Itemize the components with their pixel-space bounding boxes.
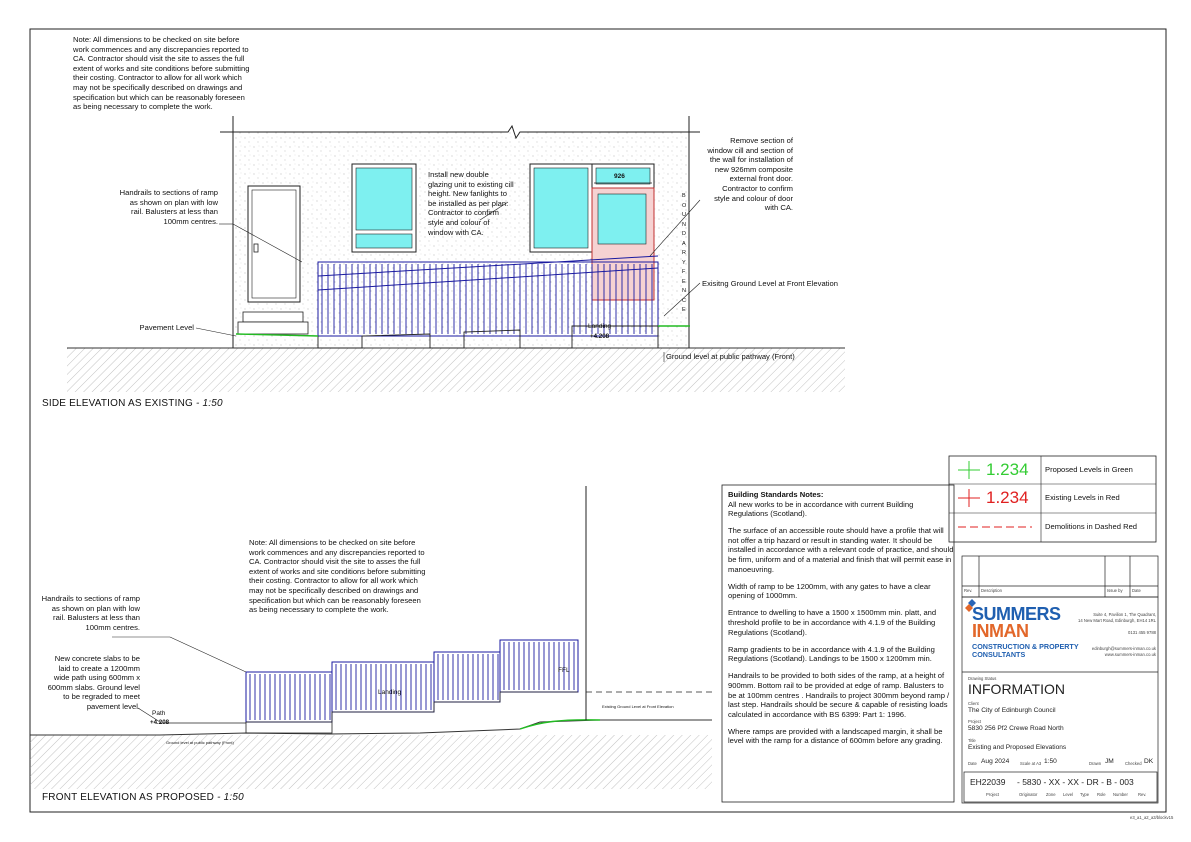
path-value: +4.208 <box>150 719 170 726</box>
building-standards-notes <box>728 490 954 754</box>
bsn-paragraph: Entrance to dwelling to have a 1500 x 1500mm min. platt, and threshold profile to be in accordance with 4.1.9 of the Building Regulations (Scotland). <box>728 608 937 637</box>
client-name: The City of Edinburgh Council <box>968 707 1056 714</box>
title-label: Title <box>968 738 976 743</box>
drawing-number-field: Number <box>1113 792 1128 797</box>
front-general-note: Note: All dimensions to be checked on site before work commences and any discrepancies reported to CA. Contractor should visit the site to asses the full extent of works and site conditions before submitting their costing. Contractor to allow for all work which may not be specifically described on drawings and specification but which can be reasonably foreseen as being necessary to complete the work. <box>249 538 426 615</box>
glazing-note: Install new double glazing unit to existing cill height. New fanlights to be installed as per plan. Contractor to confirm style and colour of window with CA. <box>428 170 514 237</box>
rev-header-description: Description <box>981 588 1002 593</box>
drawn-label: Drawn <box>1089 761 1102 766</box>
front-pathway-level-small: Ground level at public pathway (Front) <box>166 740 234 745</box>
drawing-number-field: Role <box>1097 792 1106 797</box>
bsn-paragraph: Where ramps are provided with a landscaped margin, it shall be level with the ramp for a distance of 600mm before any grading. <box>728 726 943 746</box>
legend-existing-label: Existing Levels in Red <box>1045 493 1120 502</box>
dimension-926: 926 <box>614 173 625 180</box>
checked-label: Checked <box>1125 761 1142 766</box>
side-elevation-title: SIDE ELEVATION AS EXISTING - 1:50 <box>42 398 223 409</box>
pavement-level-label: Pavement Level <box>139 323 194 332</box>
company-phone: 0131 455 9788 <box>1128 630 1156 635</box>
client-label: Client <box>968 701 979 706</box>
side-handrails-note: Handrails to sections of ramp as shown on plan with low rail. Balusters at less than 100mm centres. <box>119 188 218 226</box>
drawing-number: - 5830 - XX - XX - DR - B - 003 <box>1017 777 1134 787</box>
drawing-number-field: Project <box>986 792 1000 797</box>
date-value: Aug 2024 <box>981 758 1010 765</box>
path-label: Path <box>152 710 166 717</box>
project-name: 5830 256 Pf2 Crewe Road North <box>968 725 1064 732</box>
concrete-slabs-note: New concrete slabs to be laid to create a 1200mm wide path using 600mm x 600mm slabs. Ground level to be regraded to meet pavement level. <box>47 654 140 711</box>
front-handrails-note: Handrails to sections of ramp as shown on plan with low rail. Balusters at less than 100mm centres. <box>41 594 140 632</box>
front-ground-level-small: Existing Ground Level at Front Elevation <box>602 704 674 709</box>
existing-ground-level-label: Exisitng Ground Level at Front Elevation <box>702 279 838 288</box>
company-tagline-1: CONSTRUCTION & PROPERTY <box>972 642 1079 651</box>
project-number: EH22039 <box>970 777 1006 787</box>
drawing-title: Existing and Proposed Elevations <box>968 744 1067 751</box>
public-pathway-level-label: Ground level at public pathway (Front) <box>666 352 795 361</box>
front-elevation <box>30 486 712 789</box>
bsn-paragraph: All new works to be in accordance with current Building Regulations (Scotland). <box>728 499 914 519</box>
boundary-fence-label: BOUNDARY FENCE <box>682 193 687 313</box>
bsn-paragraph: Ramp gradients to be in accordance with 4.1.9 of the Building Regulations (Scotland). Landings to be 1500 x 1200mm min. <box>728 644 935 664</box>
scale-label: Scale at A3 <box>1020 761 1042 766</box>
front-elevation-title: FRONT ELEVATION AS PROPOSED - 1:50 <box>42 792 244 803</box>
rev-header-rev: Rev. <box>964 588 973 593</box>
drawing-status: INFORMATION <box>968 681 1065 697</box>
bsn-paragraph: Width of ramp to be 1200mm, with any gates to have a clear opening of 1000mm. <box>728 581 931 601</box>
bsn-paragraph: The surface of an accessible route should have a profile that will not offer a trip hazard or result in standing water. It should be installed in accordance with a relevant code of practice, and should be firm, uniform and of a material and finish that will permit ease in manoeuvring. <box>728 526 954 574</box>
date-label: Date <box>968 761 977 766</box>
scale-value: 1:50 <box>1044 758 1057 765</box>
side-landing-value: +4.208 <box>590 333 610 340</box>
building-standards-heading: Building Standards Notes: <box>728 490 824 499</box>
drawing-number-field: Zone <box>1046 792 1056 797</box>
legend-proposed-label: Proposed Levels in Green <box>1045 465 1133 474</box>
legend-existing-symbol: 1.234 <box>986 488 1029 507</box>
drawing-number-field: Rev. <box>1138 792 1147 797</box>
status-label: Drawing Status <box>968 676 997 681</box>
drawing-number-field: Level <box>1063 792 1074 797</box>
project-label: Project <box>968 719 982 724</box>
general-note-top: Note: All dimensions to be checked on site before work commences and any discrepancies reported to CA. Contractor should visit the site to asses the full extent of works and site conditions before submitting their costing. Contractor to allow for all work which may not be specifically described on drawings and specification but which can be reasonably foreseen as being necessary to complete the work. <box>73 35 250 112</box>
rev-header-date: Date <box>1132 588 1141 593</box>
checked-value: DK <box>1144 758 1154 765</box>
legend-proposed-symbol: 1.234 <box>986 460 1029 479</box>
side-landing-label: Landing <box>588 323 612 330</box>
company-tagline-2: CONSULTANTS <box>972 650 1026 659</box>
ffl-label: FFL <box>558 667 570 674</box>
company-name <box>972 606 1061 640</box>
door-note: Remove section of window cill and section of the wall for installation of new 926mm composite external front door. Contractor to confirm style and colour of door with CA. <box>707 136 793 213</box>
bsn-paragraph: Handrails to be provided to both sides of the ramp, at a height of 900mm. Bottom rail to be provided at edge of ramp. Balusters to be at 100mm centres . Handrails to project 300mm beyond ramp / last step. Handrails should be secure & capable of resisting loads calculated in accordance with BS 6399: Part 1: 1996. <box>728 671 950 719</box>
front-landing-label: Landing <box>378 689 402 696</box>
footer-reference: e3_a1_a2_a3/blockv15 <box>1130 815 1174 820</box>
drawn-value: JM <box>1105 758 1114 765</box>
drawing-number-field: Type <box>1080 792 1090 797</box>
company-name-line1: SUMMERS <box>972 604 1061 624</box>
company-email: edinburgh@summers-inman.co.uk www.summers-inman.co.uk <box>1091 646 1156 657</box>
legend-demolition-label: Demolitions in Dashed Red <box>1045 522 1138 531</box>
rev-header-issue-by: Issue by <box>1107 588 1123 593</box>
company-tagline <box>972 643 1079 659</box>
drawing-number-field: Originator <box>1019 792 1038 797</box>
company-name-line2: INMAN <box>972 621 1029 641</box>
company-address: Suite 4, Pavilion 1, The Quadrant, 14 New Mart Road, Edinburgh, EH14 1RL <box>1078 612 1156 623</box>
